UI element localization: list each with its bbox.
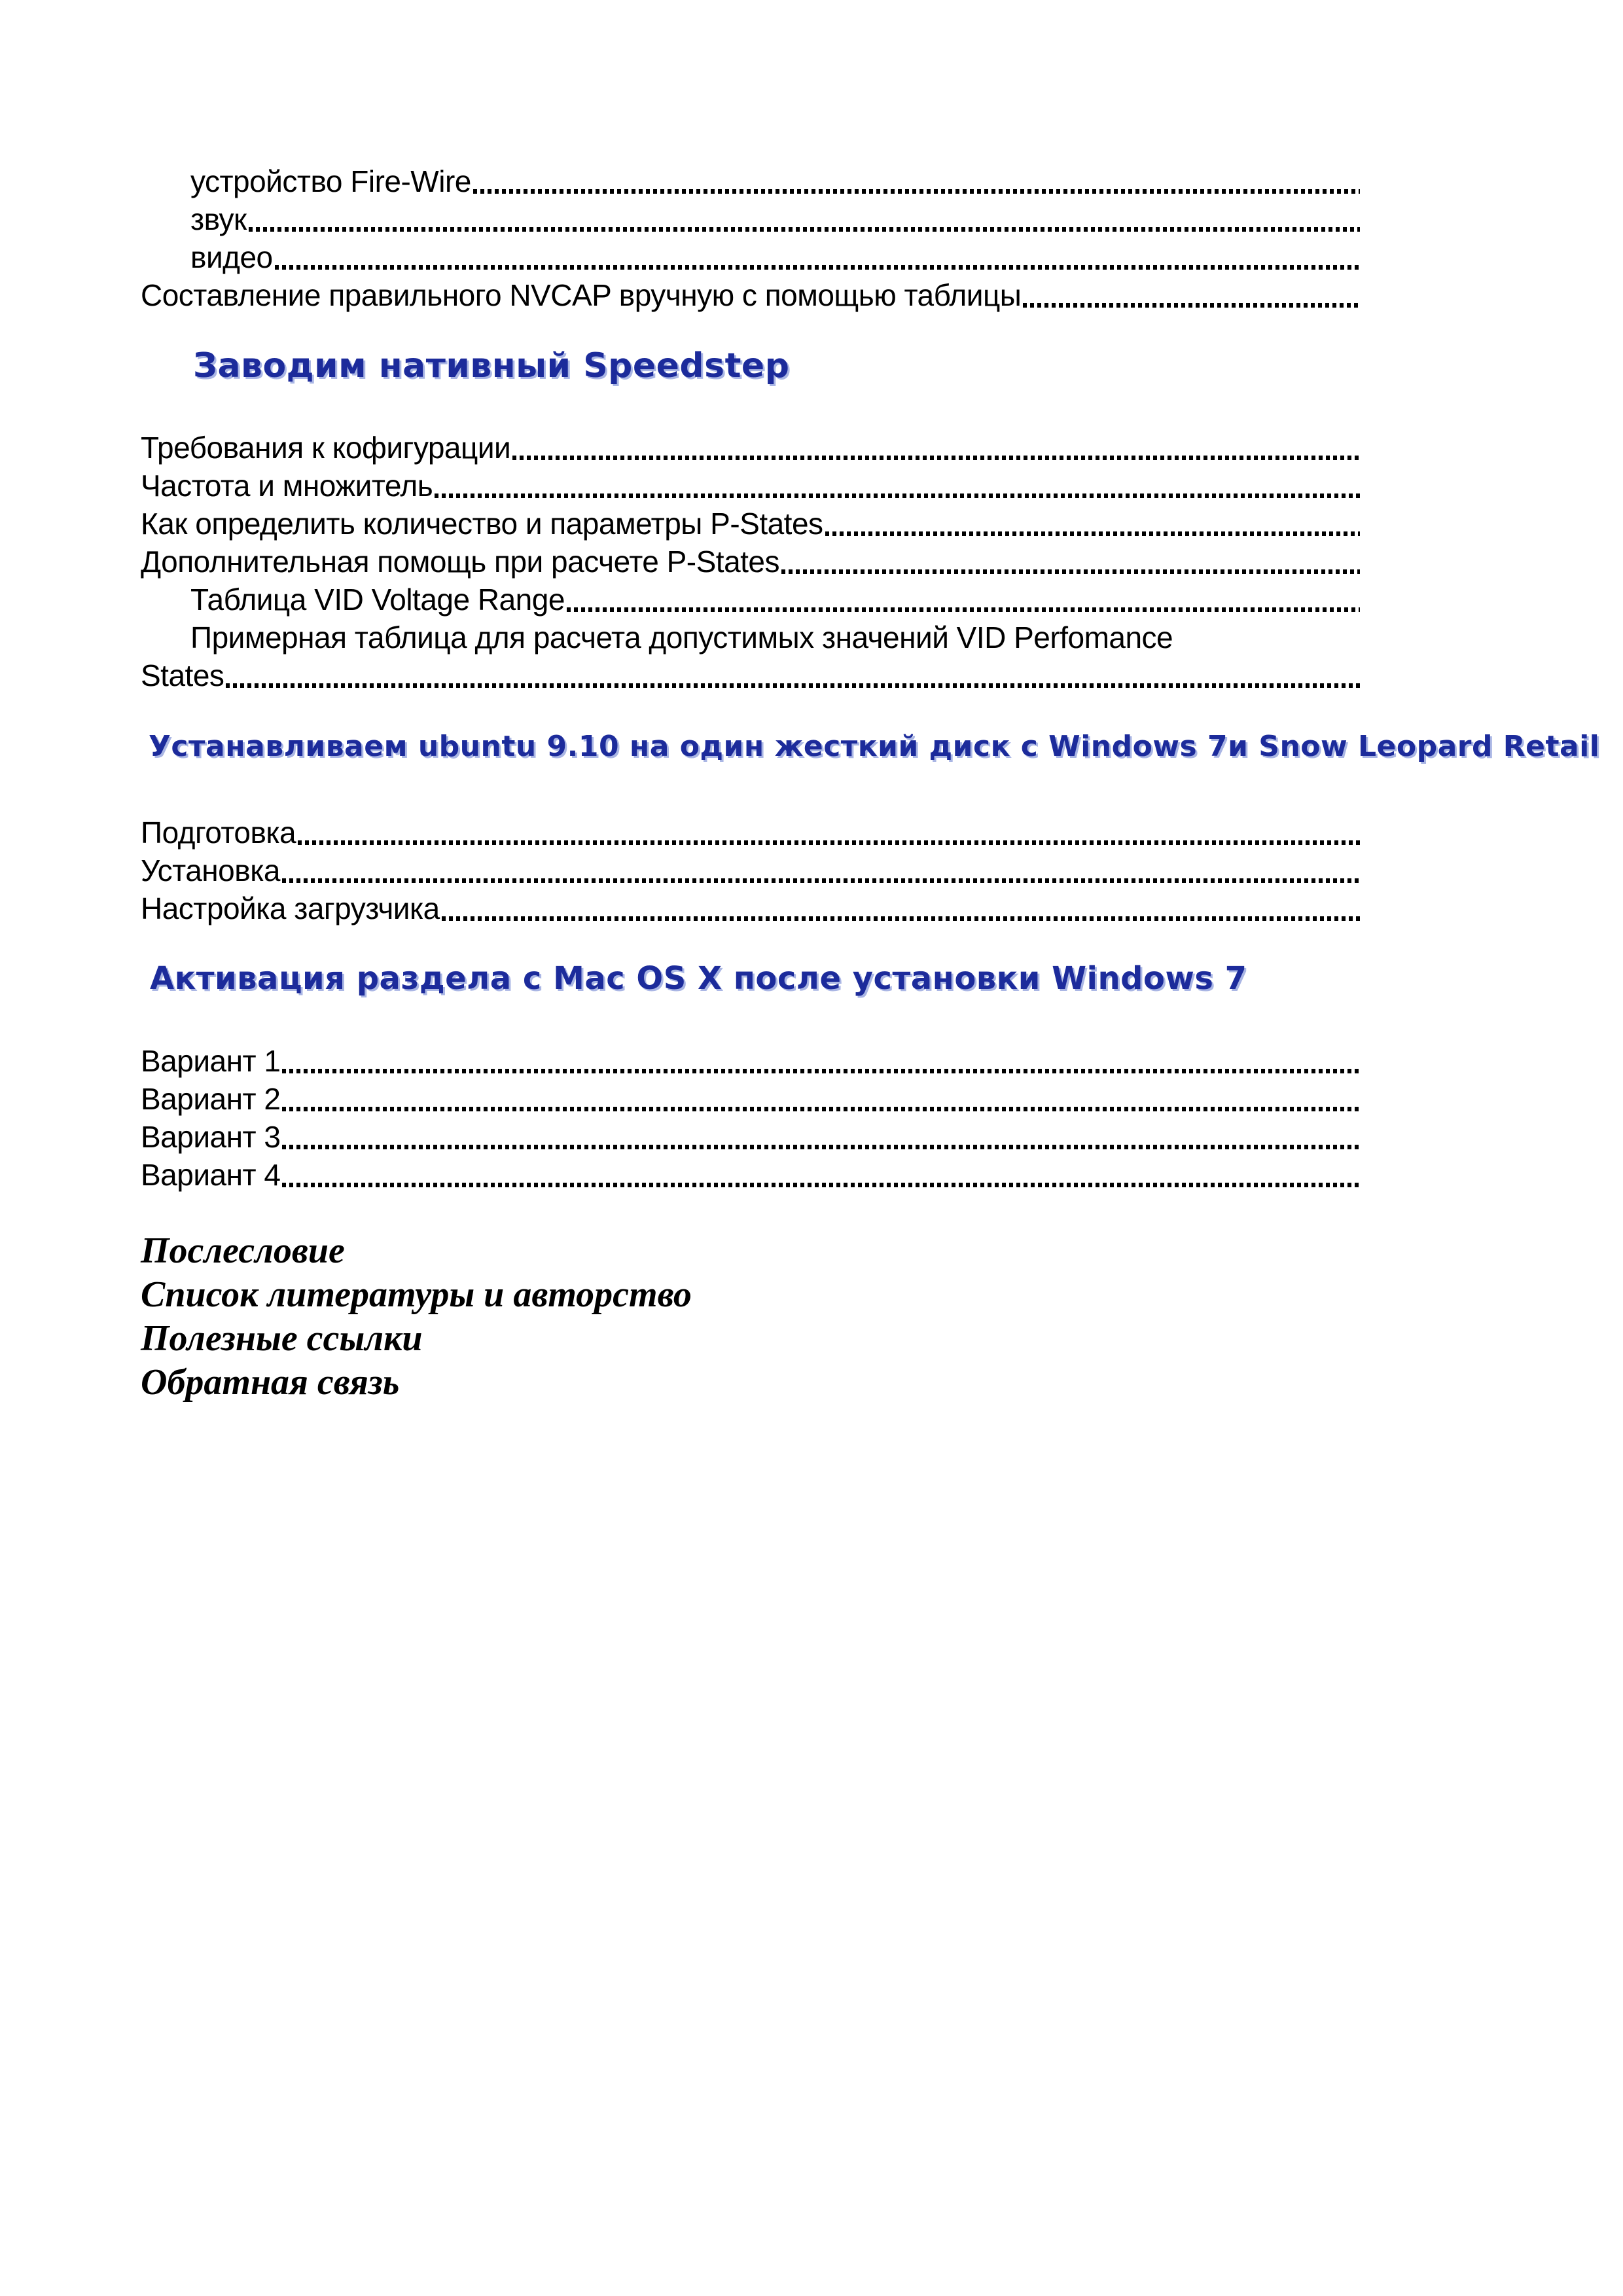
toc-item [141, 656, 1361, 694]
toc-item-label: устройство Fire-Wire [190, 164, 471, 198]
section-heading-ubuntu: Устанавливаем ubuntu 9.10 на один жесткий диск с Windows 7и Snow Leopard Retail [149, 730, 1600, 763]
toc-item-label: Настройка загрузчика [141, 891, 440, 925]
section-heading-speedstep: Заводим нативный Speedstep [193, 346, 790, 386]
dot-leader [781, 569, 1360, 574]
toc-item-label: Вариант 1 [141, 1044, 281, 1078]
closing-section [141, 1229, 1361, 1405]
toc-item-label: Вариант 4 [141, 1158, 281, 1192]
dot-leader [442, 916, 1360, 921]
dot-leader [512, 456, 1360, 460]
toc-item [141, 238, 1361, 276]
dot-leader [282, 878, 1360, 883]
dot-leader [282, 1183, 1360, 1187]
toc-item-label: Таблица VID Voltage Range [190, 583, 565, 617]
toc-item-label: Дополнительная помощь при расчете P-States [141, 545, 780, 579]
toc-item [141, 162, 1361, 200]
toc-item [141, 1080, 1361, 1118]
dot-leader [567, 607, 1360, 612]
toc-item [141, 852, 1361, 889]
toc-item-label: Примерная таблица для расчета допустимых значений VID Perfomance [190, 620, 1173, 655]
toc-item [141, 1156, 1361, 1194]
toc-item-label: Подготовка [141, 816, 296, 850]
toc-item [141, 619, 1361, 656]
toc-item [141, 467, 1361, 505]
toc-item [141, 581, 1361, 619]
section-heading-macos: Активация раздела с Mac OS X после установки Windows 7 [150, 960, 1247, 997]
toc-item [141, 889, 1361, 927]
toc-item-label: видео [190, 240, 273, 274]
dot-leader [298, 840, 1360, 845]
toc-item [141, 429, 1361, 467]
dot-leader [473, 189, 1360, 194]
dot-leader [435, 493, 1360, 498]
dot-leader [275, 265, 1360, 270]
dot-leader [825, 531, 1360, 536]
toc-content [141, 162, 1600, 1405]
dot-leader [282, 1069, 1360, 1073]
toc-item-label: Вариант 3 [141, 1120, 281, 1154]
toc-item-label: States [141, 658, 224, 692]
toc-item-label: Частота и множитель [141, 469, 433, 503]
dot-leader [1023, 303, 1360, 308]
dot-leader [249, 227, 1360, 232]
toc-item-label: Как определить количество и параметры P-States [141, 507, 823, 541]
toc-item [141, 276, 1361, 314]
dot-leader [226, 683, 1360, 688]
closing-item: Полезные ссылки [141, 1318, 423, 1359]
toc-item-label: Составление правильного NVCAP вручную с помощью таблицы [141, 278, 1022, 312]
toc-item-label: Установка [141, 853, 280, 888]
toc-item [141, 814, 1361, 852]
toc-item [141, 1042, 1361, 1080]
toc-item [141, 200, 1361, 238]
closing-item: Послесловие [141, 1230, 345, 1271]
closing-item: Обратная связь [141, 1362, 400, 1403]
toc-item-label: звук [190, 202, 247, 236]
toc-item [141, 505, 1361, 543]
toc-item-label: Вариант 2 [141, 1082, 281, 1116]
dot-leader [282, 1145, 1360, 1149]
toc-item [141, 1118, 1361, 1156]
toc-item-label: Требования к кофигурации [141, 431, 511, 465]
toc-item [141, 543, 1361, 581]
closing-item: Список литературы и авторство [141, 1274, 692, 1315]
dot-leader [282, 1107, 1360, 1111]
